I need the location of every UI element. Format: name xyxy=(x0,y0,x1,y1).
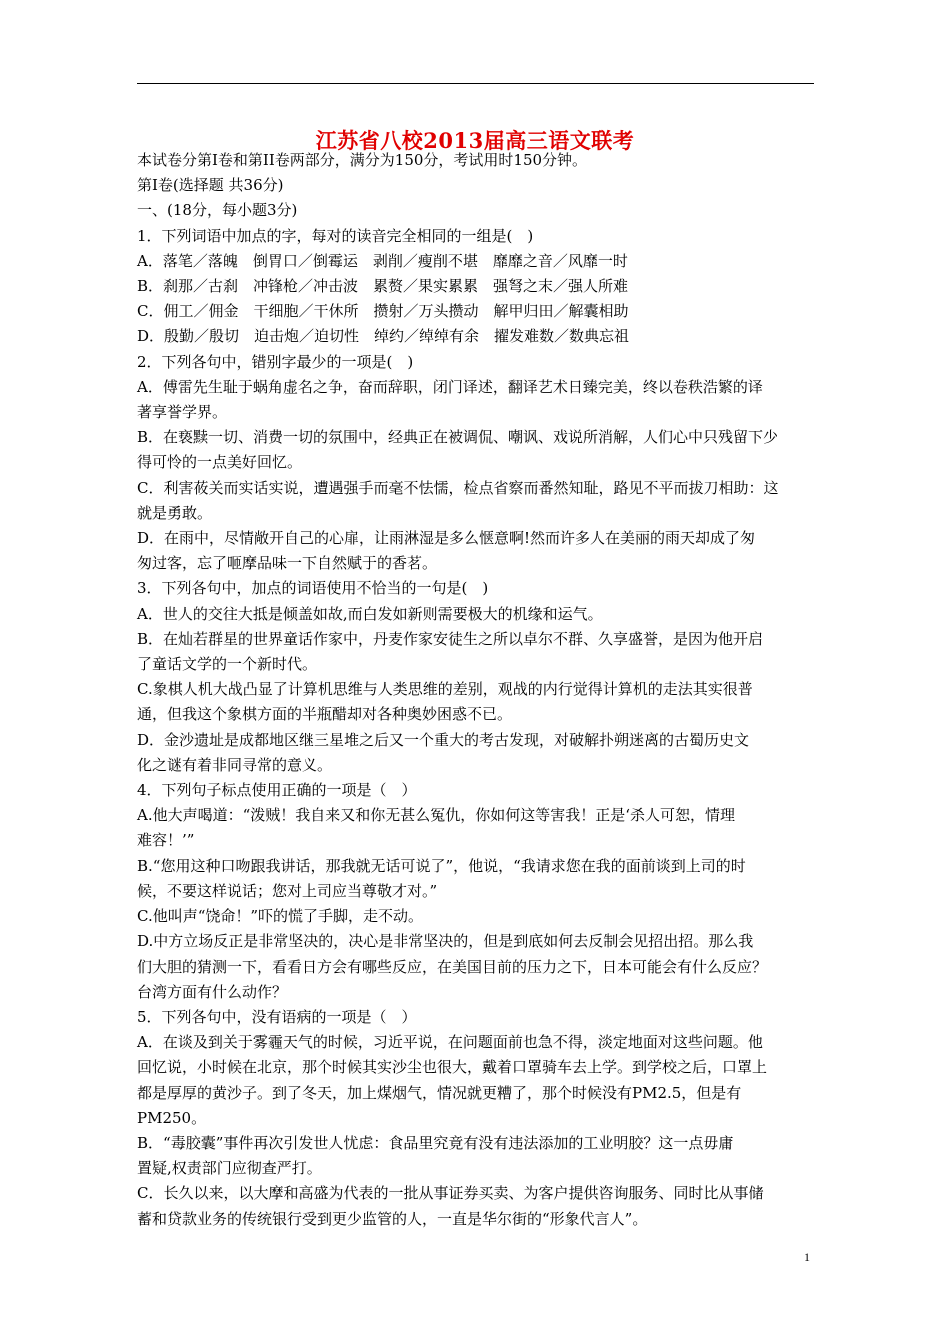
text-line: 4．下列句子标点使用正确的一项是（ ） xyxy=(137,781,417,800)
text-line: 本试卷分第I卷和第II卷两部分，满分为150分，考试用时150分钟。 xyxy=(137,151,588,169)
text-line: 5．下列各句中，没有语病的一项是（ ） xyxy=(137,1007,417,1026)
exam-title: 江苏省八校2013届高三语文联考 xyxy=(315,128,635,153)
text-line: 通，但我这个象棋方面的半瓶醋却对各种奥妙困惑不已。 xyxy=(137,705,513,724)
text-line: A.他大声喝道：“泼贼！我自来又和你无甚么冤仇，你如何这等害我！正是‘杀人可恕，情理 xyxy=(137,806,736,825)
text-line: B．刹那／古刹 冲锋枪／冲击波 累赘／果实累累 强弩之末／强人所难 xyxy=(137,277,629,296)
text-line: 候，不要这样说话；您对上司应当尊敬才对。” xyxy=(137,881,438,900)
text-line: B．在灿若群星的世界童话作家中，丹麦作家安徒生之所以卓尔不群、久享盛誉，是因为他开启 xyxy=(137,629,764,648)
text-line: 蓄和贷款业务的传统银行受到更少监管的人，一直是华尔街的“形象代言人”。 xyxy=(137,1209,648,1228)
text-line: C.他叫声“饶命！”吓的慌了手脚，走不动。 xyxy=(137,907,424,926)
text-line: A．世人的交往大抵是倾盖如故,而白发如新则需要极大的机缘和运气。 xyxy=(137,604,603,623)
text-line: 化之谜有着非同寻常的意义。 xyxy=(137,755,333,774)
text-line: 回忆说，小时候在北京，那个时候其实沙尘也很大，戴着口罩骑车去上学。到学校之后，口罩上 xyxy=(137,1058,768,1077)
text-line: 3．下列各句中，加点的词语使用不恰当的一句是( ) xyxy=(137,579,489,598)
text-line: C．长久以来，以大摩和高盛为代表的一批从事证券买卖、为客户提供咨询服务、同时比从事储 xyxy=(137,1184,764,1203)
text-line: 2．下列各句中，错别字最少的一项是( ) xyxy=(137,352,414,371)
text-line: 1．下列词语中加点的字，每对的读音完全相同的一组是( ) xyxy=(137,226,534,245)
text-line: A．傅雷先生耻于蜗角虚名之争，奋而辞职，闭门译述，翻译艺术日臻完美，终以卷秩浩繁的译 xyxy=(137,377,763,396)
page-number: 1 xyxy=(804,1250,810,1264)
text-line: 就是勇敢。 xyxy=(137,503,213,522)
text-line: B．“毒胶囊”事件再次引发世人忧虑：食品里究竟有没有违法添加的工业明胶？这一点毋庸 xyxy=(137,1133,734,1152)
text-line: 一、(18分，每小题3分) xyxy=(137,201,298,220)
text-line: D.中方立场反正是非常坚决的，决心是非常坚决的，但是到底如何去反制会见招出招。那么我 xyxy=(137,932,754,951)
text-line: A．落笔／落魄 倒胃口／倒霉运 剥削／瘦削不堪 靡靡之音／风靡一时 xyxy=(137,251,628,270)
text-line: D．金沙遗址是成都地区继三星堆之后又一个重大的考古发现，对破解扑朔迷离的古蜀历史文 xyxy=(137,730,750,749)
text-line: 第I卷(选择题 共36分) xyxy=(137,176,284,195)
text-line: 难容！’” xyxy=(137,831,195,850)
text-line: 匆过客，忘了咂摩品味一下自然赋于的香茗。 xyxy=(137,554,438,573)
text-line: B．在亵黩一切、消费一切的氛围中，经典正在被调侃、嘲讽、戏说所消解，人们心中只残留下少 xyxy=(137,428,779,447)
text-line: 得可怜的一点美好回忆。 xyxy=(137,453,303,472)
text-line: PM250。 xyxy=(137,1108,207,1127)
text-line: 了童话文学的一个新时代。 xyxy=(137,655,318,674)
text-line: B.“您用这种口吻跟我讲话，那我就无话可说了”，他说，“我请求您在我的面前谈到上司的时 xyxy=(137,856,746,875)
text-line: C.象棋人机大战凸显了计算机思维与人类思维的差别，观战的内行觉得计算机的走法其实很普 xyxy=(137,680,753,699)
text-line: 置疑,权责部门应彻查严打。 xyxy=(137,1159,322,1178)
text-line: C．佣工／佣金 干细胞／干休所 攒射／万头攒动 解甲归田／解囊相助 xyxy=(137,302,629,321)
text-line: 都是厚厚的黄沙子。到了冬天，加上煤烟气，情况就更糟了，那个时候没有PM2.5，但是有 xyxy=(137,1083,742,1102)
text-line: 著享誉学界。 xyxy=(137,403,228,422)
text-line: 们大胆的猜测一下，看看日方会有哪些反应，在美国目前的压力之下，日本可能会有什么反应？ xyxy=(137,957,768,976)
text-line: C．利害莜关而实话实说，遭遇强手而毫不怯懦，检点省察而番然知耻，路见不平而拔刀相助：这 xyxy=(137,478,779,497)
text-line: A．在谈及到关于雾霾天气的时候，习近平说，在问题面前也急不得，淡定地面对这些问题。他 xyxy=(137,1033,763,1052)
text-line: D．殷勤／殷切 迫击炮／迫切性 绰约／绰绰有余 擢发难数／数典忘祖 xyxy=(137,327,630,346)
text-line: D．在雨中，尽情敞开自己的心扉，让雨淋湿是多么惬意啊!然而许多人在美丽的雨天却成了匆 xyxy=(137,529,756,548)
text-line: 台湾方面有什么动作？ xyxy=(137,982,288,1001)
exam-body xyxy=(137,148,820,1232)
header-rule xyxy=(137,83,814,84)
